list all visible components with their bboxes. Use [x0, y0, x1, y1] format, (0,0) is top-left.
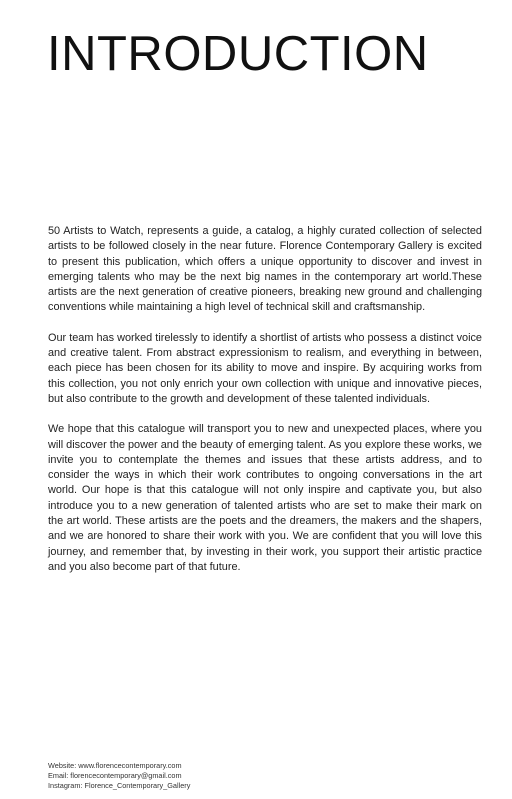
- contact-footer: [48, 761, 190, 791]
- paragraph-2: Our team has worked tirelessly to identify a shortlist of artists who possess a distinct voice and creative talent. From abstract expressionism to realism, and everything in between, each piece has been chosen for its ability to move and inspire. By acquiring works from this collection, you not only enrich your own collection with unique and innovative pieces, but also contribute to the growth and development of these talented individuals.: [48, 331, 482, 405]
- page-title: INTRODUCTION: [47, 27, 429, 81]
- footer-website: Website: www.florencecontemporary.com: [48, 761, 182, 770]
- paragraph-3: We hope that this catalogue will transport you to new and unexpected places, where you will discover the power and the beauty of emerging talent. As you explore these works, we invite you to contemplate the themes and issues that these artists address, and to consider the ways in which their work contributes to ongoing conversations in the art world. Our hope is that this catalogue will not only inspire and captivate you, but also introduce you to a new generation of talented artists who are set to make their mark on the art world. These artists are the poets and the dreamers, the makers and the shapers, and we are honored to share their work with you. We are confident that you will love this journey, and remember that, by investing in their work, you support their artistic practice and you also become part of that future.: [48, 423, 482, 573]
- footer-instagram: Instagram: Florence_Contemporary_Gallery: [48, 781, 191, 790]
- introduction-body: [48, 224, 482, 590]
- footer-email: Email: florencecontemporary@gmail.com: [48, 771, 182, 780]
- paragraph-1: 50 Artists to Watch, represents a guide, a catalog, a highly curated collection of selected artists to be followed closely in the near future. Florence Contemporary Gallery is excited to present this publication, which offers a unique opportunity to discover and invest in emerging talents who may be the next big names in the contemporary art world.These artists are the next generation of creative pioneers, breaking new ground and challenging conventions while maintaining a high level of technical skill and craftsmanship.: [48, 225, 482, 314]
